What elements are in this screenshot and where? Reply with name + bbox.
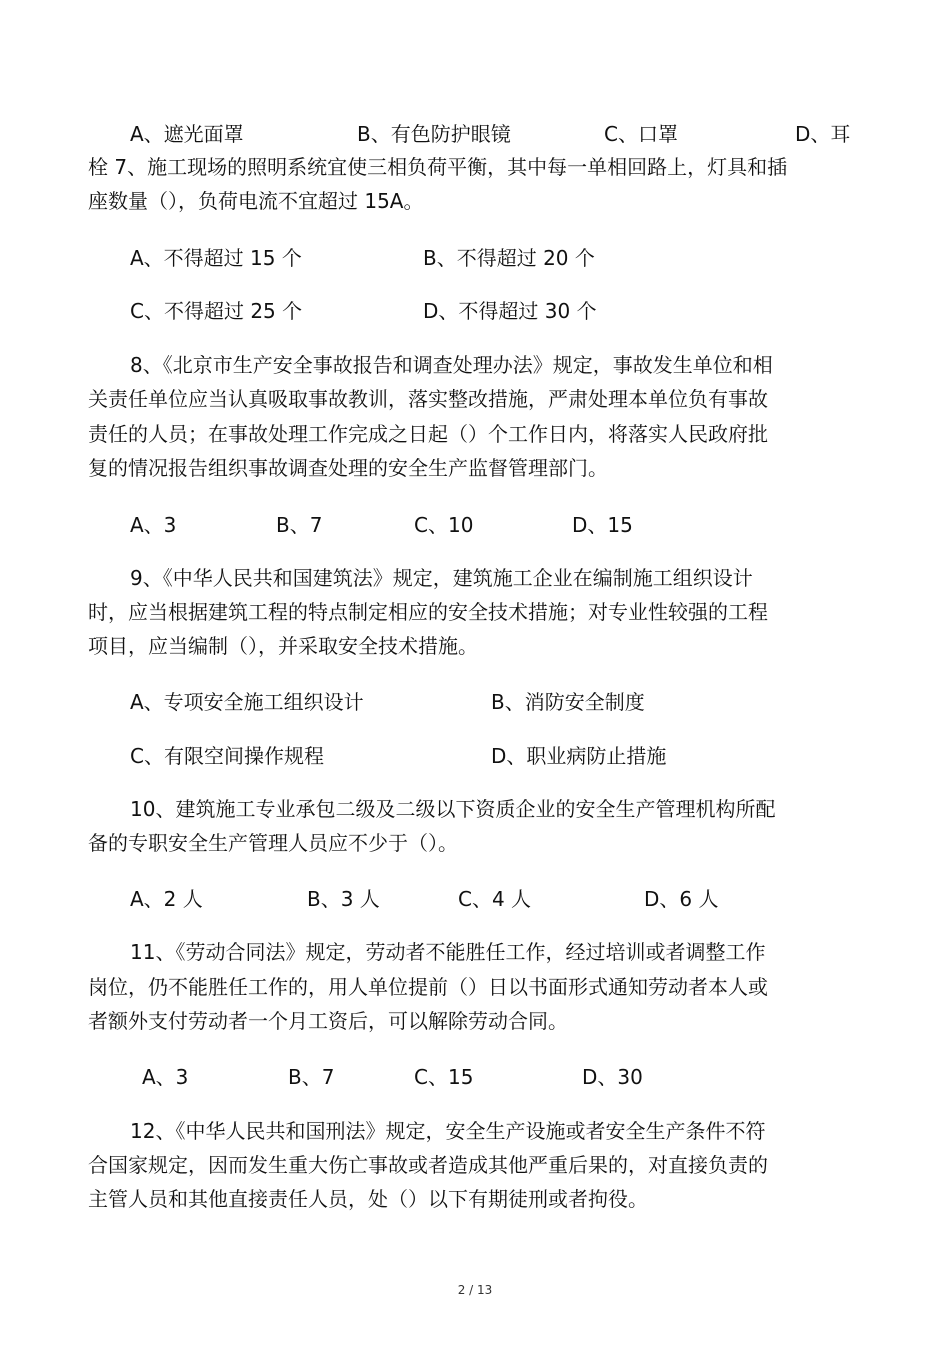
q7-option-b: B、不得超过 20 个 bbox=[423, 246, 595, 270]
q9-line: 项目，应当编制（），并采取安全技术措施。 bbox=[88, 634, 478, 658]
q8-option-b: B、7 bbox=[276, 513, 323, 537]
q6-option-a: A、遮光面罩 bbox=[130, 122, 244, 146]
q6-option-d: D、耳 bbox=[795, 122, 851, 146]
q8-line: 责任的人员；在事故处理工作完成之日起（）个工作日内，将落实人民政府批 bbox=[88, 422, 768, 446]
q8-line: 关责任单位应当认真吸取事故教训，落实整改措施，严肃处理本单位负有事故 bbox=[88, 387, 768, 411]
q10-line: 10、建筑施工专业承包二级及二级以下资质企业的安全生产管理机构所配 bbox=[130, 797, 776, 821]
q11-line: 者额外支付劳动者一个月工资后，可以解除劳动合同。 bbox=[88, 1009, 568, 1033]
q6-option-c: C、口罩 bbox=[604, 122, 678, 146]
q8-option-a: A、3 bbox=[130, 513, 177, 537]
q7-option-c: C、不得超过 25 个 bbox=[130, 299, 303, 323]
q11-line: 岗位，仍不能胜任工作的，用人单位提前（）日以书面形式通知劳动者本人或 bbox=[88, 975, 768, 999]
q12-line: 合国家规定，因而发生重大伤亡事故或者造成其他严重后果的，对直接负责的 bbox=[88, 1153, 768, 1177]
q11-option-b: B、7 bbox=[288, 1065, 335, 1089]
q8-option-d: D、15 bbox=[572, 513, 633, 537]
q10-option-b: B、3 人 bbox=[307, 887, 380, 911]
q7-line: 座数量（），负荷电流不宜超过 15A。 bbox=[88, 189, 424, 213]
q9-line: 9、《中华人民共和国建筑法》规定，建筑施工企业在编制施工组织设计 bbox=[130, 566, 753, 590]
q7-option-d: D、不得超过 30 个 bbox=[423, 299, 597, 323]
q12-line: 12、《中华人民共和国刑法》规定，安全生产设施或者安全生产条件不符 bbox=[130, 1119, 766, 1143]
q9-line: 时，应当根据建筑工程的特点制定相应的安全技术措施；对专业性较强的工程 bbox=[88, 600, 768, 624]
q11-option-a: A、3 bbox=[142, 1065, 189, 1089]
q11-option-d: D、30 bbox=[582, 1065, 643, 1089]
q11-line: 11、《劳动合同法》规定，劳动者不能胜任工作，经过培训或者调整工作 bbox=[130, 940, 766, 964]
q6-option-b: B、有色防护眼镜 bbox=[357, 122, 511, 146]
q11-option-c: C、15 bbox=[414, 1065, 474, 1089]
q10-option-d: D、6 人 bbox=[644, 887, 719, 911]
q10-option-a: A、2 人 bbox=[130, 887, 203, 911]
q9-option-b: B、消防安全制度 bbox=[491, 690, 645, 714]
q10-line: 备的专职安全生产管理人员应不少于（）。 bbox=[88, 831, 458, 855]
q7-option-a: A、不得超过 15 个 bbox=[130, 246, 302, 270]
q9-option-c: C、有限空间操作规程 bbox=[130, 744, 324, 768]
q9-option-d: D、职业病防止措施 bbox=[491, 744, 667, 768]
q10-option-c: C、4 人 bbox=[458, 887, 532, 911]
q8-line: 复的情况报告组织事故调查处理的安全生产监督管理部门。 bbox=[88, 456, 608, 480]
q8-line: 8、《北京市生产安全事故报告和调查处理办法》规定，事故发生单位和相 bbox=[130, 353, 773, 377]
page-number: 2 / 13 bbox=[457, 1283, 493, 1297]
q7-line: 栓 7、施工现场的照明系统宜使三相负荷平衡，其中每一单相回路上，灯具和插 bbox=[88, 155, 788, 179]
q9-option-a: A、专项安全施工组织设计 bbox=[130, 690, 364, 714]
q12-line: 主管人员和其他直接责任人员，处（）以下有期徒刑或者拘役。 bbox=[88, 1187, 648, 1211]
q8-option-c: C、10 bbox=[414, 513, 474, 537]
